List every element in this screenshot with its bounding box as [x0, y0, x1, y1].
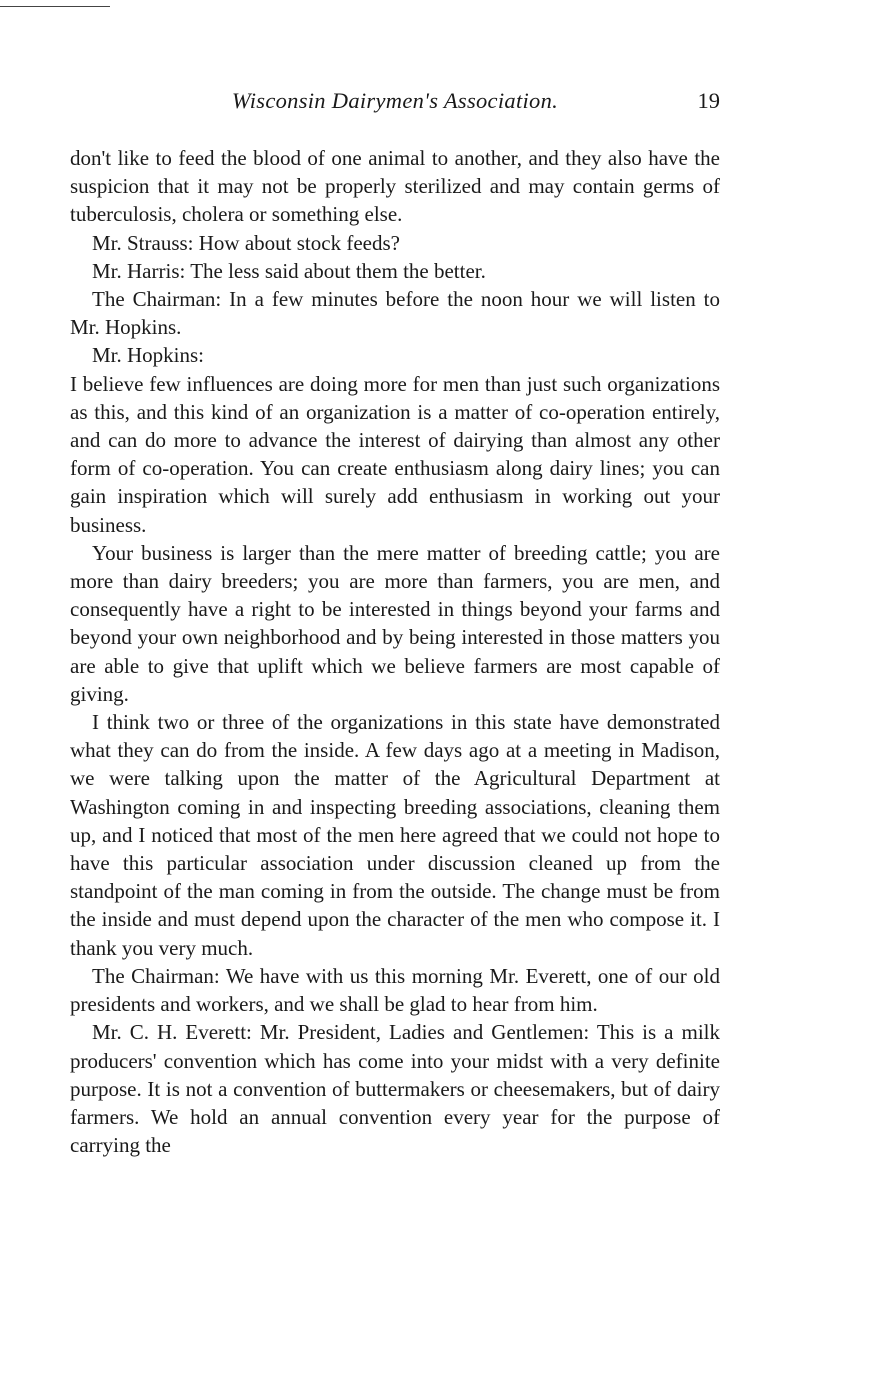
paragraph-strauss: Mr. Strauss: How about stock feeds? — [92, 230, 400, 255]
page-header — [70, 88, 720, 120]
page-number: 19 — [697, 88, 720, 113]
paragraph-chairman-1: The Chairman: In a few minutes before the noon hour we will listen to Mr. Hopkins. — [70, 287, 720, 340]
paragraph-hopkins-1: I believe few influences are doing more for men than just such organizations as this, and this kind of an organization is a matter of co-operation entirely, and can do more to advance the interest of dairying than almost any other form of co-operation. You can create enthusiasm along dairy lines; you can gain inspiration which will surely add enthusiasm in working out your business. — [70, 371, 720, 537]
paragraph-continuation: don't like to feed the blood of one animal to another, and they also have the suspicion that it may not be properly sterilized and may contain germs of tuberculosis, cholera or something else. — [70, 146, 720, 227]
paragraph-harris: Mr. Harris: The less said about them the better. — [92, 258, 486, 283]
paragraph-hopkins-3: I think two or three of the organizations in this state have demonstrated what they can do from the inside. A few days ago at a meeting in Madison, we were talking upon the matter of the Agricultural Department at Washington coming in and inspecting breeding associations, cleaning them up, and I noticed that most of the men here agreed that we could not hope to have this particular association under discussion cleaned up from the standpoint of the man coming in from the outside. The change must be from the inside and must depend upon the character of the men who compose it. I thank you very much. — [70, 710, 720, 960]
paragraph-hopkins-2: Your business is larger than the mere matter of breeding cattle; you are more than dairy breeders; you are more than farmers, you are men, and consequently have a right to be interested in things beyond your farms and beyond your own neighborhood and by being interested in those matters you are able to give that uplift which we believe farmers are most capable of giving. — [70, 540, 720, 706]
running-title: Wisconsin Dairymen's Association. — [231, 88, 559, 113]
paragraph-hopkins-intro: Mr. Hopkins: — [92, 343, 205, 368]
top-rule — [0, 6, 110, 7]
paragraph-everett: Mr. C. H. Everett: Mr. President, Ladies and Gentlemen: This is a milk producers' convention which has come into your midst with a very definite purpose. It is not a convention of buttermakers or cheesemakers, but of dairy farmers. We hold an annual convention every year for the purpose of carrying the — [70, 1020, 720, 1158]
body-text — [70, 144, 720, 1159]
paragraph-chairman-2: The Chairman: We have with us this morning Mr. Everett, one of our old presidents and workers, and we shall be glad to hear from him. — [70, 963, 720, 1017]
